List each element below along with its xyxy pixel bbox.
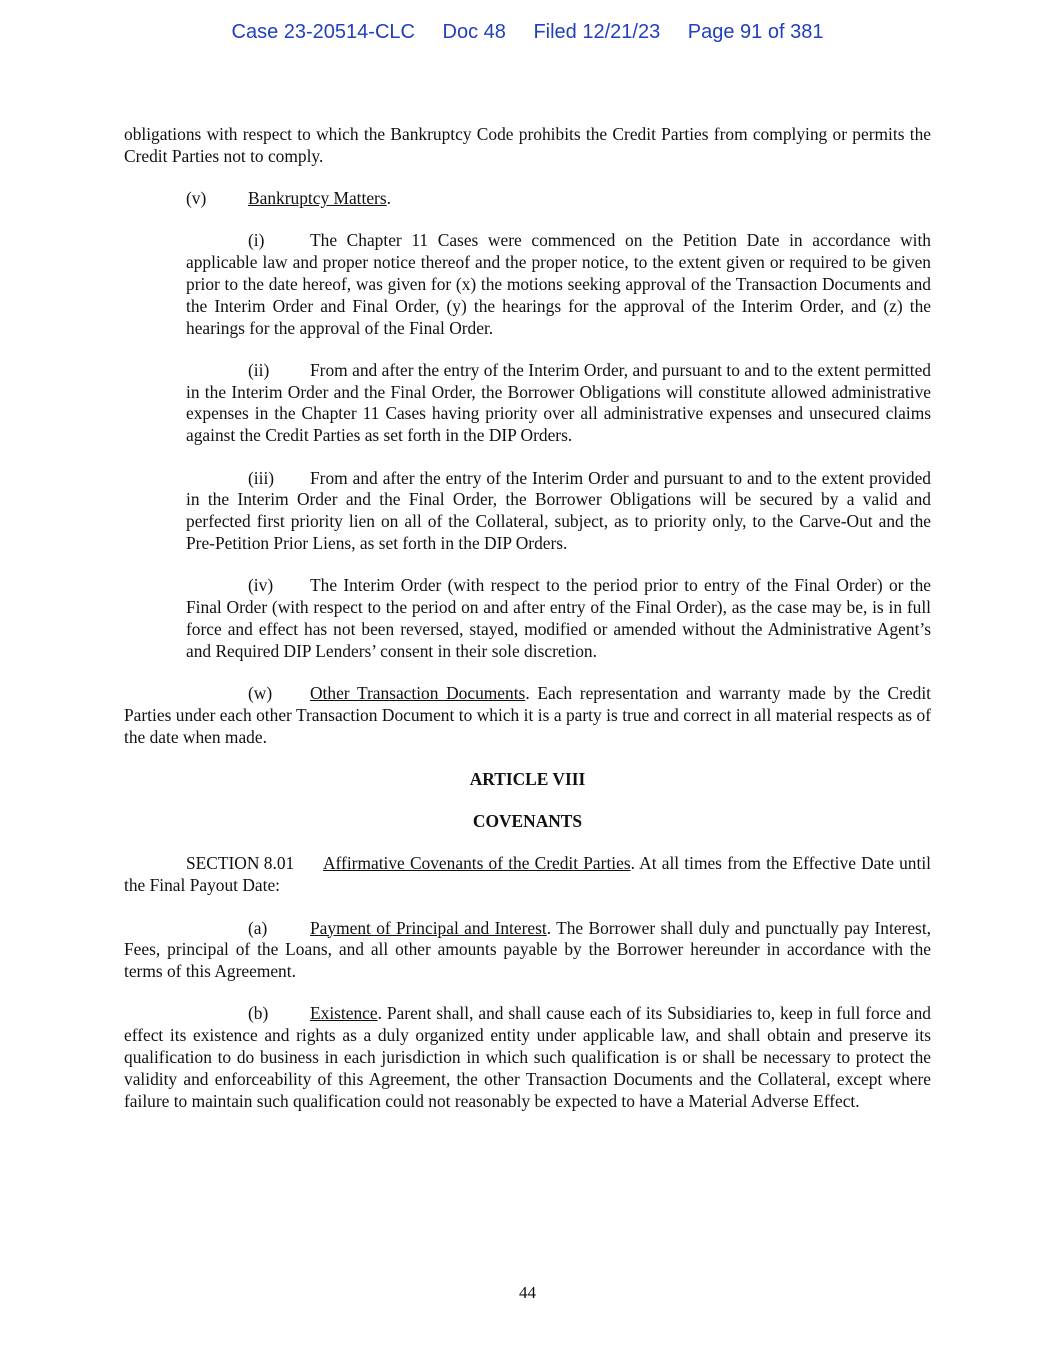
- covenant-b: [124, 1003, 931, 1112]
- page-number: 44: [519, 1283, 536, 1302]
- subclause-ii: [124, 360, 931, 447]
- section-v-label: (v): [186, 188, 207, 209]
- covenant-b-text: . Parent shall, and shall cause each of its Subsidiaries to, keep in full force and effect its existence and rights as a duly organized entity under applicable law, and shall obtain and preserve its qualification to do business in each jurisdiction in which such qualification is or shall be necessary to protect the validity and enforceability of this Agreement, the other Transaction Documents and the Collateral, except where failure to maintain such qualification could not reasonably be expected to have a Material Adverse Effect.: [124, 1003, 931, 1111]
- section-8-01: [124, 853, 931, 897]
- paragraph-continuation: obligations with respect to which the Bankruptcy Code prohibits the Credit Parties from complying or permits the Credit Parties not to comply.: [124, 124, 931, 166]
- subclause-iv: [124, 575, 931, 662]
- subclause-iv-label: (iv): [248, 575, 274, 596]
- subclause-ii-label: (ii): [248, 359, 270, 380]
- subclause-i: [124, 230, 931, 339]
- covenant-b-title: Existence: [310, 1003, 378, 1024]
- section-w-title: Other Transaction Documents: [310, 682, 526, 703]
- section-v-heading: (v) Bankruptcy Matters.: [186, 188, 391, 209]
- subclause-iii-text: From and after the entry of the Interim Order and pursuant to and to the extent provided in the Interim Order and the Final Order, the Borrower Obligations will be secured by a valid and perfected first priority lien on all of the Collateral, subject, as to priority only, to the Carve-Out and the Pre-Petition Prior Liens, as set forth in the DIP Orders.: [186, 467, 931, 553]
- covenant-b-label: (b): [248, 1003, 269, 1024]
- page-of-total: Page 91 of 381: [687, 21, 824, 43]
- section-8-01-title: Affirmative Covenants of the Credit Parties: [323, 853, 631, 874]
- doc-number: Doc 48: [442, 21, 506, 43]
- covenant-a-title: Payment of Principal and Interest: [310, 917, 547, 938]
- subclause-i-label: (i): [248, 230, 265, 251]
- filed-date: Filed 12/21/23: [533, 21, 661, 43]
- covenant-a-text: . The Borrower shall duly and punctually pay Interest, Fees, principal of the Loans, and all other amounts payable by the Borrower hereunder in accordance with the terms of this Agreement.: [124, 917, 931, 982]
- subclause-iii-label: (iii): [248, 467, 275, 488]
- subclause-iv-text: The Interim Order (with respect to the period prior to entry of the Final Order) or the Final Order (with respect to the period on and after entry of the Final Order), as the case may be, is in full force and effect has not been reversed, stayed, modified or amended without the Administrative Agent’s and Required DIP Lenders’ consent in their sole discretion.: [186, 575, 931, 661]
- case-number: Case 23-20514-CLC: [231, 21, 415, 43]
- section-8-01-text: . At all times from the Effective Date until the Final Payout Date:: [124, 853, 931, 896]
- section-8-01-label: SECTION 8.01: [186, 853, 295, 874]
- covenant-a-label: (a): [248, 917, 268, 938]
- case-header: [0, 20, 1055, 44]
- article-heading: ARTICLE VIII: [469, 768, 586, 789]
- subclause-iii: [124, 468, 931, 555]
- section-w-label: (w): [248, 682, 273, 703]
- subclause-ii-text: From and after the entry of the Interim Order, and pursuant to and to the extent permitted in the Interim Order and the Final Order, the Borrower Obligations will constitute allowed administrative expenses in the Chapter 11 Cases having priority over all administrative expenses and unsecured claims against the Credit Parties as set forth in the DIP Orders.: [186, 359, 931, 446]
- subclause-i-text: The Chapter 11 Cases were commenced on the Petition Date in accordance with applicable law and proper notice thereof and the proper notice, to the extent given or required to be given prior to the date hereof, was given for (x) the motions seeking approval of the Transaction Documents and the Interim Order and Final Order, (y) the hearings for the approval of the Interim Order, and (z) the hearings for the approval of the Final Order.: [186, 230, 931, 338]
- section-w-text: . Each representation and warranty made by the Credit Parties under each other Transaction Document to which it is a party is true and correct in all material respects as of the date when made.: [124, 682, 932, 747]
- section-w: [124, 683, 931, 748]
- covenant-a: [124, 918, 931, 983]
- document-body: [124, 124, 931, 1112]
- section-v-title: Bankruptcy Matters: [248, 188, 387, 209]
- article-title: COVENANTS: [472, 811, 583, 832]
